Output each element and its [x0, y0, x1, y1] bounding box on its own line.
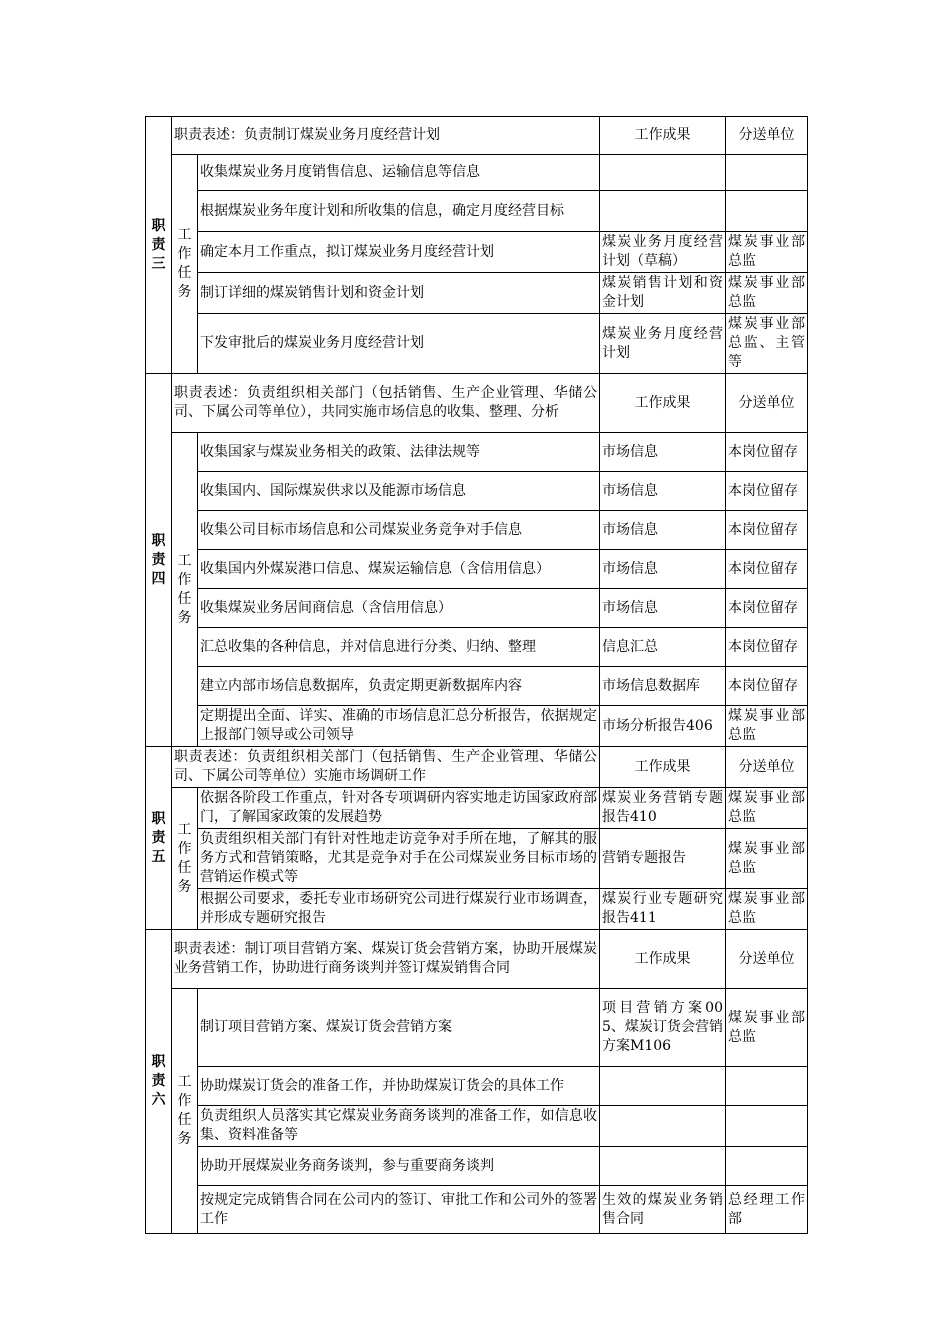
unit-cell: 煤炭事业部总监: [726, 989, 808, 1067]
unit-cell: 煤炭事业部总监: [726, 232, 808, 273]
task-cell: 负责组织相关部门有针对性地走访竞争对手所在地，了解其的服务方式和营销策略，尤其是竞争对手在公司煤炭业务目标市场的营销运作模式等: [198, 829, 600, 889]
task-cell: 按规定完成销售合同在公司内的签订、审批工作和公司外的签署工作: [198, 1186, 600, 1234]
result-cell: [600, 1147, 726, 1186]
task-cell: 建立内部市场信息数据库，负责定期更新数据库内容: [198, 667, 600, 706]
task-cell: 根据煤炭业务年度计划和所收集的信息，确定月度经营目标: [198, 191, 600, 232]
task-cell: 收集公司目标市场信息和公司煤炭业务竞争对手信息: [198, 511, 600, 550]
task-cell: 收集国内外煤炭港口信息、煤炭运输信息（含信用信息）: [198, 550, 600, 589]
result-cell: 生效的煤炭业务销售合同: [600, 1186, 726, 1234]
task-cell: 定期提出全面、详实、准确的市场信息汇总分析报告，依据规定上报部门领导或公司领导: [198, 706, 600, 747]
result-cell: 市场分析报告406: [600, 706, 726, 747]
section-title-5: 职 责 五: [146, 747, 172, 930]
unit-cell: 煤炭事业部总监: [726, 706, 808, 747]
task-label: 工 作 任 务: [172, 433, 198, 747]
result-cell: 营销专题报告: [600, 829, 726, 889]
unit-cell: 本岗位留存: [726, 628, 808, 667]
unit-cell: 煤炭事业部总监: [726, 273, 808, 314]
task-cell: 根据公司要求，委托专业市场研究公司进行煤炭行业市场调查，并形成专题研究报告: [198, 889, 600, 930]
task-cell: 负责组织人员落实其它煤炭业务商务谈判的准备工作，如信息收集、资料准备等: [198, 1106, 600, 1147]
task-cell: 确定本月工作重点，拟订煤炭业务月度经营计划: [198, 232, 600, 273]
unit-cell: 煤炭事业部总监、主管等: [726, 314, 808, 374]
work-result-header: 工作成果: [600, 117, 726, 155]
unit-cell: 本岗位留存: [726, 589, 808, 628]
result-cell: 信息汇总: [600, 628, 726, 667]
section-description: 职责表述：负责组织相关部门（包括销售、生产企业管理、华储公司、下属公司等单位）实施市场调研工作: [172, 747, 600, 788]
result-cell: 市场信息: [600, 433, 726, 472]
unit-cell: [726, 155, 808, 191]
task-label: 工 作 任 务: [172, 155, 198, 374]
unit-cell: 本岗位留存: [726, 433, 808, 472]
result-cell: 煤炭行业专题研究报告411: [600, 889, 726, 930]
section-description: 职责表述：制订项目营销方案、煤炭订货会营销方案，协助开展煤炭业务营销工作，协助进行商务谈判并签订煤炭销售合同: [172, 930, 600, 989]
work-result-header: 工作成果: [600, 747, 726, 788]
result-cell: 煤炭销售计划和资金计划: [600, 273, 726, 314]
task-cell: 协助开展煤炭业务商务谈判，参与重要商务谈判: [198, 1147, 600, 1186]
unit-cell: 本岗位留存: [726, 550, 808, 589]
result-cell: 市场信息: [600, 589, 726, 628]
task-label: 工 作 任 务: [172, 989, 198, 1234]
work-result-header: 工作成果: [600, 930, 726, 989]
section-description: 职责表述：负责制订煤炭业务月度经营计划: [172, 117, 600, 155]
result-cell: [600, 155, 726, 191]
section-title-6: 职 责 六: [146, 930, 172, 1234]
task-cell: 收集煤炭业务月度销售信息、运输信息等信息: [198, 155, 600, 191]
unit-cell: 本岗位留存: [726, 472, 808, 511]
result-cell: 市场信息: [600, 550, 726, 589]
send-unit-header: 分送单位: [726, 747, 808, 788]
unit-cell: 总经理工作部: [726, 1186, 808, 1234]
section-description: 职责表述：负责组织相关部门（包括销售、生产企业管理、华储公司、下属公司等单位），共同实施市场信息的收集、整理、分析: [172, 374, 600, 433]
section-title-4: 职 责 四: [146, 374, 172, 747]
result-cell: [600, 191, 726, 232]
task-cell: 下发审批后的煤炭业务月度经营计划: [198, 314, 600, 374]
unit-cell: 本岗位留存: [726, 667, 808, 706]
responsibility-table: [145, 116, 808, 1234]
unit-cell: 煤炭事业部总监: [726, 889, 808, 930]
task-label: 工 作 任 务: [172, 788, 198, 930]
task-cell: 依据各阶段工作重点，针对各专项调研内容实地走访国家政府部门，了解国家政策的发展趋势: [198, 788, 600, 829]
unit-cell: 煤炭事业部总监: [726, 788, 808, 829]
task-cell: 协助煤炭订货会的准备工作，并协助煤炭订货会的具体工作: [198, 1067, 600, 1106]
task-cell: 收集国内、国际煤炭供求以及能源市场信息: [198, 472, 600, 511]
task-cell: 制订详细的煤炭销售计划和资金计划: [198, 273, 600, 314]
unit-cell: [726, 191, 808, 232]
unit-cell: 本岗位留存: [726, 511, 808, 550]
result-cell: 项目营销方案005、煤炭订货会营销方案M106: [600, 989, 726, 1067]
unit-cell: [726, 1106, 808, 1147]
result-cell: 市场信息数据库: [600, 667, 726, 706]
send-unit-header: 分送单位: [726, 930, 808, 989]
task-cell: 收集国家与煤炭业务相关的政策、法律法规等: [198, 433, 600, 472]
result-cell: 煤炭业务营销专题报告410: [600, 788, 726, 829]
result-cell: [600, 1106, 726, 1147]
unit-cell: [726, 1067, 808, 1106]
result-cell: [600, 1067, 726, 1106]
send-unit-header: 分送单位: [726, 374, 808, 433]
result-cell: 市场信息: [600, 472, 726, 511]
section-title-3: 职 责 三: [146, 117, 172, 374]
result-cell: 市场信息: [600, 511, 726, 550]
work-result-header: 工作成果: [600, 374, 726, 433]
task-cell: 收集煤炭业务居间商信息（含信用信息）: [198, 589, 600, 628]
task-cell: 汇总收集的各种信息，并对信息进行分类、归纳、整理: [198, 628, 600, 667]
task-cell: 制订项目营销方案、煤炭订货会营销方案: [198, 989, 600, 1067]
result-cell: 煤炭业务月度经营计划（草稿）: [600, 232, 726, 273]
unit-cell: [726, 1147, 808, 1186]
send-unit-header: 分送单位: [726, 117, 808, 155]
unit-cell: 煤炭事业部总监: [726, 829, 808, 889]
result-cell: 煤炭业务月度经营计划: [600, 314, 726, 374]
